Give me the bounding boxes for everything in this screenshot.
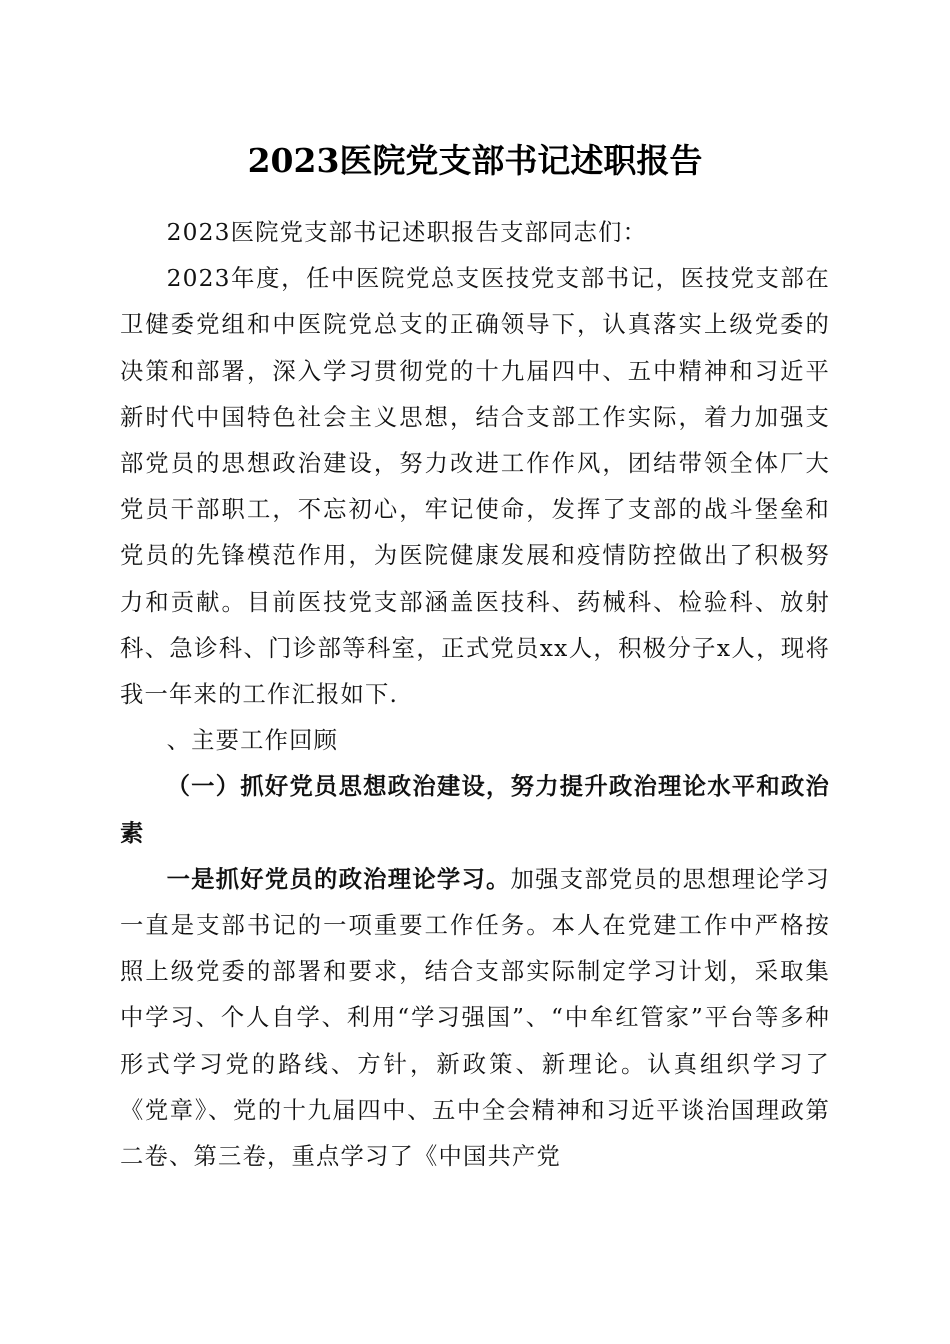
study-paragraph: [120, 857, 830, 1180]
greeting-paragraph: 2023医院党支部书记述职报告支部同志们：: [166, 219, 648, 246]
intro-paragraph: 2023年度，任中医院党总支医技党支部书记，医技党支部在卫健委党组和中医院党总支的正确领导下，认真落实上级党委的决策和部署，深入学习贯彻党的十九届四中、五中精神和习近平新时代中国特色社会主义思想，结合支部工作实际，着力加强支部党员的思想政治建设，努力改进工作作风，团结带领全体厂大党员干部职工，不忘初心，牢记使命，发挥了支部的战斗堡垒和党员的先锋模范作用，为医院健康发展和疫情防控做出了积极努力和贡献。目前医技党支部涵盖医技科、药械科、检验科、放射科、急诊科、门诊部等科室，正式党员xx人，积极分子x人，现将我一年来的工作汇报如下.: [120, 265, 830, 709]
study-paragraph-lead: 一是抓好党员的政治理论学习。: [166, 865, 511, 893]
document-title: 2023医院党支部书记述职报告: [247, 141, 703, 180]
study-paragraph-body: 加强支部党员的思想理论学习一直是支部书记的一项重要工作任务。本人在党建工作中严格按照上级党委的部署和要求，结合支部实际制定学习计划，采取集中学习、个人自学、利用“学习强国”、“中牟红管家”平台等多种形式学习党的路线、方针，新政策、新理论。认真组织学习了《党章》、党的十九届四中、五中全会精神和习近平谈治国理政第二卷、第三卷，重点学习了《中国共产党: [120, 865, 830, 1171]
section-heading: 、主要工作回顾: [166, 727, 339, 755]
document-body: [120, 210, 830, 1180]
subsection-heading: （一）抓好党员思想政治建设，努力提升政治理论水平和政治素: [120, 773, 830, 847]
